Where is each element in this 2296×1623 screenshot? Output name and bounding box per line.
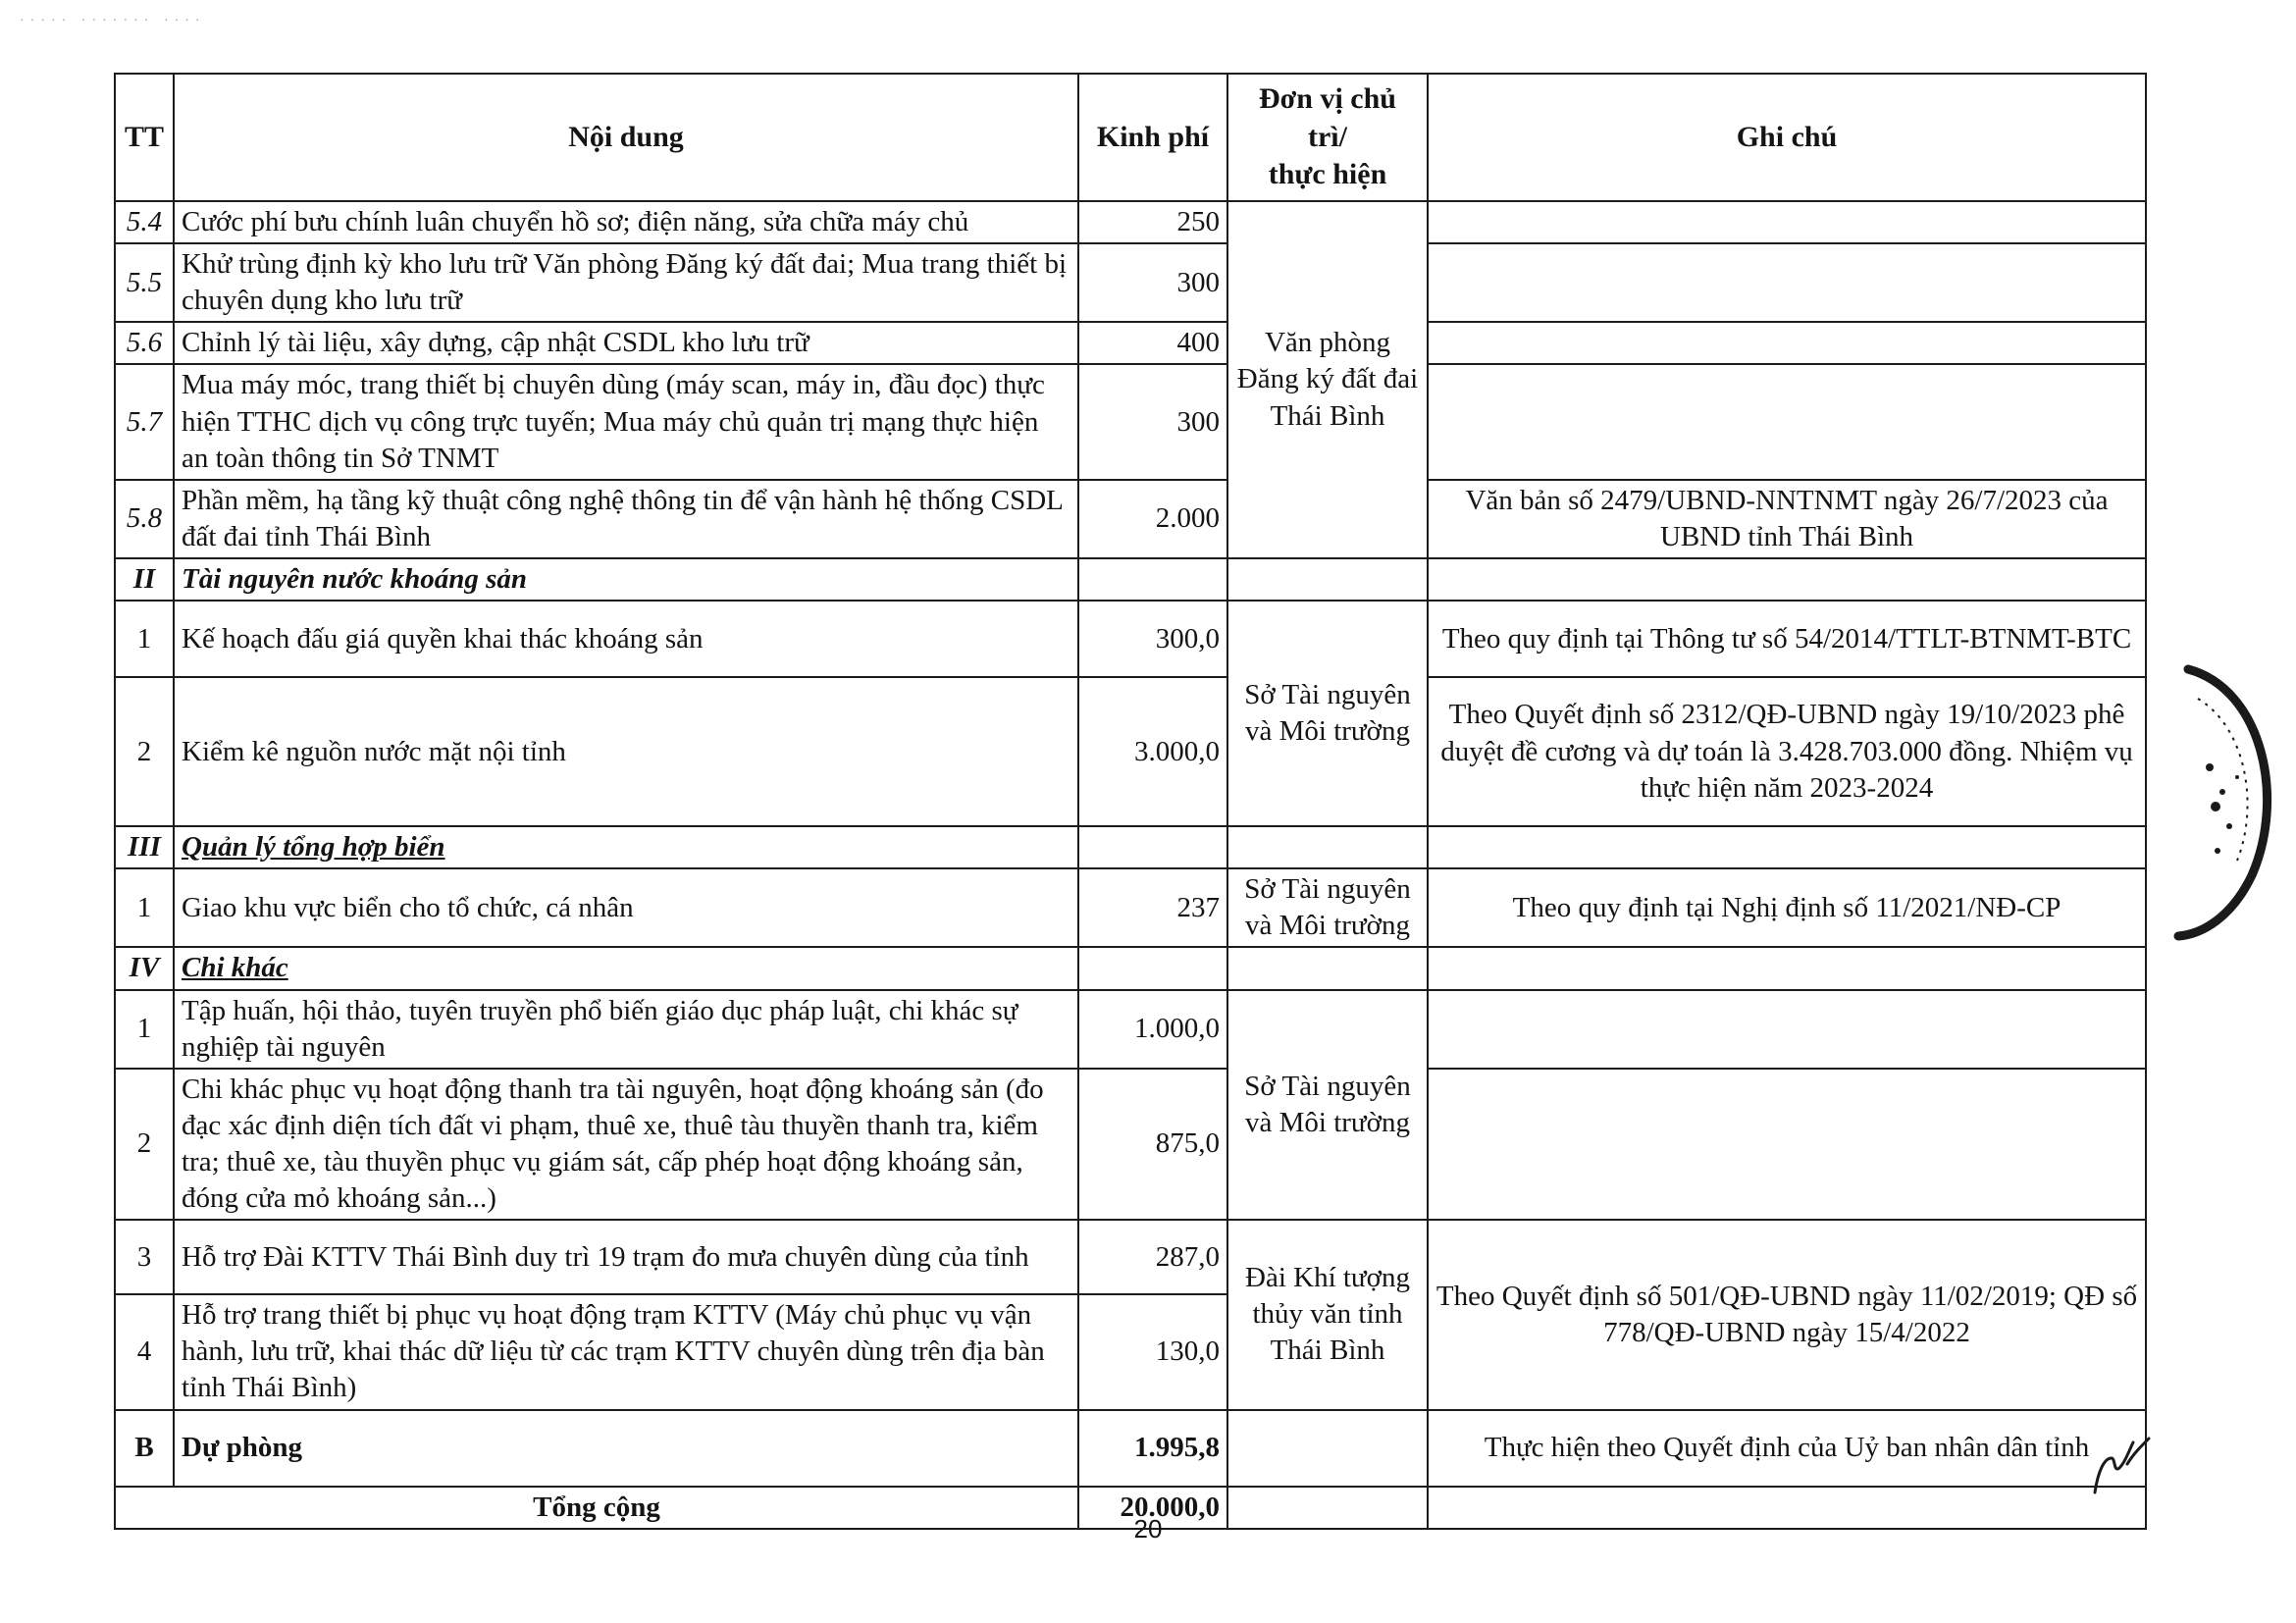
row-content: Chỉnh lý tài liệu, xây dựng, cập nhật CSDL kho lưu trữ [174, 322, 1078, 364]
table-row [115, 601, 2146, 677]
row-cost: 1.000,0 [1078, 990, 1227, 1069]
header-row [115, 74, 2146, 201]
row-unit: Văn phòng Đăng ký đất đai Thái Bình [1227, 201, 1428, 558]
page-number: 20 [1133, 1514, 1163, 1544]
table-row [115, 364, 2146, 479]
row-tt: 5.5 [115, 243, 174, 322]
row-note: Theo Quyết định số 501/QĐ-UBND ngày 11/02/2019; QĐ số 778/QĐ-UBND ngày 15/4/2022 [1428, 1220, 2146, 1409]
header-tt: TT [115, 74, 174, 201]
row-tt: 1 [115, 601, 174, 677]
row-unit [1227, 558, 1428, 601]
row-note [1428, 1069, 2146, 1220]
row-cost: 875,0 [1078, 1069, 1227, 1220]
row-tt: 2 [115, 677, 174, 826]
row-tt: 5.6 [115, 322, 174, 364]
row-content: Kiểm kê nguồn nước mặt nội tỉnh [174, 677, 1078, 826]
section-row [115, 558, 2146, 601]
row-unit: Sở Tài nguyên và Môi trường [1227, 990, 1428, 1221]
seal-specks [2206, 763, 2239, 854]
row-tt: 3 [115, 1220, 174, 1294]
row-note: Theo quy định tại Thông tư số 54/2014/TTLT-BTNMT-BTC [1428, 601, 2146, 677]
table-row [115, 677, 2146, 826]
header-unit-line3: thực hiện [1268, 158, 1387, 191]
row-content: Giao khu vực biển cho tổ chức, cá nhân [174, 868, 1078, 947]
section-tt: IV [115, 947, 174, 989]
row-content: Chi khác phục vụ hoạt động thanh tra tài nguyên, hoạt động khoáng sản (đo đạc xác định diện tích đất vi phạm, thuê xe, thuê tàu thuyền thanh tra, kiểm tra; thuê xe, tàu thuyền phục vụ giám sát, cấp phép hoạt động khoáng sản, đóng cửa mỏ khoáng sản...) [174, 1069, 1078, 1220]
row-content: Hỗ trợ Đài KTTV Thái Bình duy trì 19 trạm đo mưa chuyên dùng của tỉnh [174, 1220, 1078, 1294]
row-cost: 1.995,8 [1078, 1410, 1227, 1487]
row-note: Theo quy định tại Nghị định số 11/2021/NĐ-CP [1428, 868, 2146, 947]
row-note: Thực hiện theo Quyết định của Uỷ ban nhân dân tỉnh [1428, 1410, 2146, 1487]
header-unit-line1: Đơn vị chủ [1259, 82, 1396, 116]
table-row [115, 1069, 2146, 1220]
section-tt: III [115, 826, 174, 868]
row-cost: 400 [1078, 322, 1227, 364]
row-note [1428, 364, 2146, 479]
row-tt: 2 [115, 1069, 174, 1220]
row-content: Cước phí bưu chính luân chuyển hồ sơ; điện năng, sửa chữa máy chủ [174, 201, 1078, 243]
section-title: Quản lý tổng hợp biển [174, 826, 1078, 868]
table-row [115, 243, 2146, 322]
row-note [1428, 558, 2146, 601]
row-cost [1078, 826, 1227, 868]
row-cost: 130,0 [1078, 1294, 1227, 1409]
row-cost: 300 [1078, 243, 1227, 322]
row-tt: 1 [115, 990, 174, 1069]
row-unit [1227, 947, 1428, 989]
table-row [115, 990, 2146, 1069]
row-tt: 5.4 [115, 201, 174, 243]
row-note: Văn bản số 2479/UBND-NNTNMT ngày 26/7/2023 của UBND tỉnh Thái Bình [1428, 480, 2146, 558]
row-cost: 3.000,0 [1078, 677, 1227, 826]
row-note [1428, 243, 2146, 322]
row-cost: 300 [1078, 364, 1227, 479]
row-tt: 4 [115, 1294, 174, 1409]
row-tt: 1 [115, 868, 174, 947]
section-tt: II [115, 558, 174, 601]
row-cost [1078, 947, 1227, 989]
row-unit: Sở Tài nguyên và Môi trường [1227, 868, 1428, 947]
section-row [115, 947, 2146, 989]
table-row [115, 868, 2146, 947]
budget-table [114, 73, 2147, 1530]
row-cost [1078, 558, 1227, 601]
row-content: Phần mềm, hạ tầng kỹ thuật công nghệ thông tin để vận hành hệ thống CSDL đất đai tỉnh Thái Bình [174, 480, 1078, 558]
header-cost: Kinh phí [1078, 74, 1227, 201]
scan-specks: ····· ······· ···· [20, 14, 206, 28]
row-note [1428, 1487, 2146, 1529]
row-content: Kế hoạch đấu giá quyền khai thác khoáng sản [174, 601, 1078, 677]
reserve-row [115, 1410, 2146, 1487]
header-note: Ghi chú [1428, 74, 2146, 201]
section-title: Chi khác [174, 947, 1078, 989]
row-content: Dự phòng [174, 1410, 1078, 1487]
row-cost: 2.000 [1078, 480, 1227, 558]
row-content: Khử trùng định kỳ kho lưu trữ Văn phòng Đăng ký đất đai; Mua trang thiết bị chuyên dụng kho lưu trữ [174, 243, 1078, 322]
row-cost: 287,0 [1078, 1220, 1227, 1294]
row-content: Hỗ trợ trang thiết bị phục vụ hoạt động trạm KTTV (Máy chủ phục vụ vận hành, lưu trữ, khai thác dữ liệu từ các trạm KTTV chuyên dùng trên địa bàn tỉnh Thái Bình) [174, 1294, 1078, 1409]
total-cost: 20.000,0 [1078, 1487, 1227, 1529]
row-unit: Đài Khí tượng thủy văn tỉnh Thái Bình [1227, 1220, 1428, 1409]
table-row [115, 201, 2146, 243]
table-row [115, 480, 2146, 558]
row-unit [1227, 826, 1428, 868]
section-row [115, 826, 2146, 868]
row-unit [1227, 1410, 1428, 1487]
signature [2090, 1429, 2159, 1497]
section-title: Tài nguyên nước khoáng sản [174, 558, 1078, 601]
row-tt: 5.8 [115, 480, 174, 558]
table-row [115, 322, 2146, 364]
header-content: Nội dung [174, 74, 1078, 201]
seal-inner-arc [2198, 699, 2248, 861]
header-unit [1227, 74, 1428, 201]
row-unit [1227, 1487, 1428, 1529]
row-cost: 250 [1078, 201, 1227, 243]
row-unit: Sở Tài nguyên và Môi trường [1227, 601, 1428, 826]
total-label: Tổng cộng [115, 1487, 1078, 1529]
row-note: Theo Quyết định số 2312/QĐ-UBND ngày 19/10/2023 phê duyệt đề cương và dự toán là 3.428.703.000 đồng. Nhiệm vụ thực hiện năm 2023-2024 [1428, 677, 2146, 826]
header-unit-line2: trì/ [1308, 120, 1347, 153]
row-content: Tập huấn, hội thảo, tuyên truyền phổ biến giáo dục pháp luật, chi khác sự nghiệp tài nguyên [174, 990, 1078, 1069]
row-note [1428, 322, 2146, 364]
row-note [1428, 990, 2146, 1069]
row-tt: B [115, 1410, 174, 1487]
row-content: Mua máy móc, trang thiết bị chuyên dùng (máy scan, máy in, đầu đọc) thực hiện TTHC dịch vụ công trực tuyến; Mua máy chủ quản trị mạng thực hiện an toàn thông tin Sở TNMT [174, 364, 1078, 479]
row-cost: 300,0 [1078, 601, 1227, 677]
table-row [115, 1220, 2146, 1294]
row-note [1428, 947, 2146, 989]
seal-stamp [2168, 659, 2286, 944]
row-note [1428, 826, 2146, 868]
seal-outer-arc [2178, 669, 2268, 936]
row-cost: 237 [1078, 868, 1227, 947]
row-note [1428, 201, 2146, 243]
row-tt: 5.7 [115, 364, 174, 479]
